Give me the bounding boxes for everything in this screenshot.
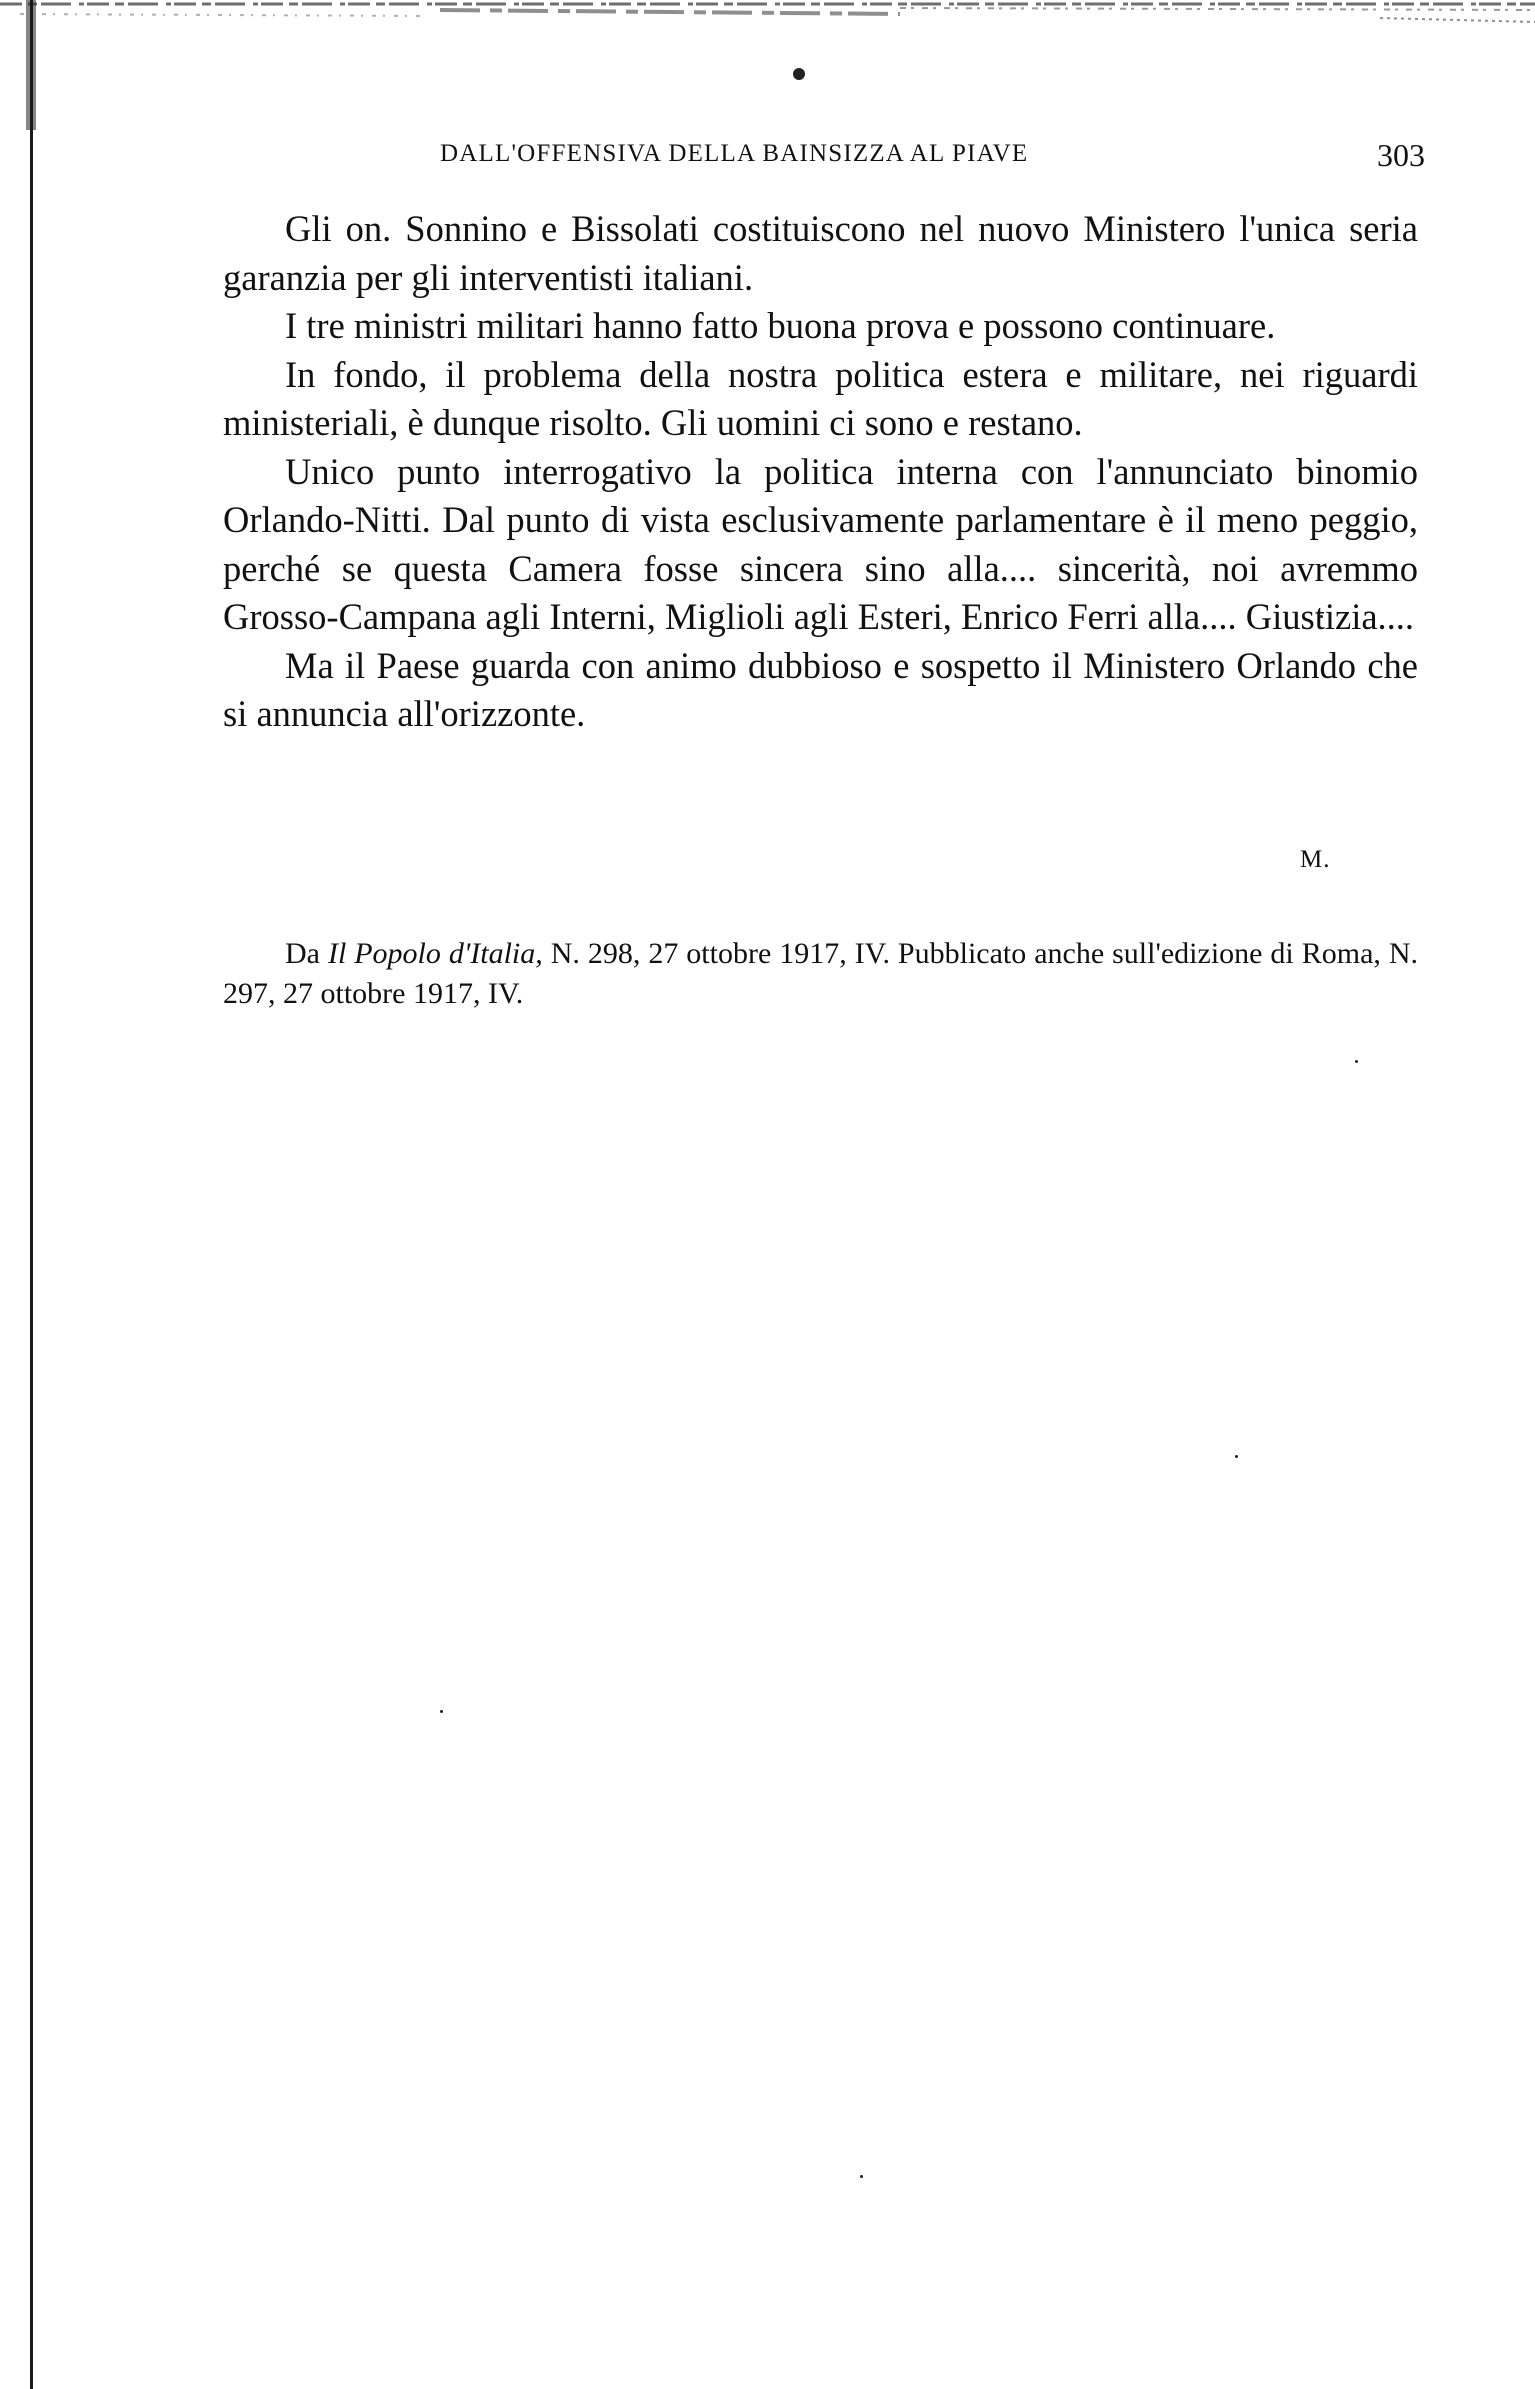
left-page-edge: [30, 0, 33, 2389]
scan-speck: [860, 2175, 863, 2178]
publication-title: Il Popolo d'Italia,: [327, 937, 543, 970]
source-note-text: [223, 934, 1418, 1014]
author-signature: M.: [1300, 846, 1331, 873]
scan-speck: [1235, 1455, 1238, 1458]
paragraph: Unico punto interrogativo la politica interna con l'annunciato binomio Orlando-Nitti. Dal punto di vista esclusivamente parlamentare è il meno peggio, perché se questa Camera fosse sincera sino alla.... sincerità, noi avremmo Grosso-Campana agli Interni, Miglioli agli Esteri, Enrico Ferri alla.... Giustizia....: [223, 450, 1418, 637]
scan-top-edge: [0, 0, 1535, 38]
article-body: [223, 205, 1418, 739]
scan-speck: [440, 1710, 443, 1713]
paragraph: Gli on. Sonnino e Bissolati costituiscono nel nuovo Ministero l'unica seria garanzia per gli interventisti italiani.: [223, 208, 1418, 298]
paragraph: In fondo, il problema della nostra politica estera e militare, nei riguardi ministeriali, è dunque risolto. Gli uomini ci sono e restano.: [223, 353, 1418, 443]
source-prefix: Da: [285, 937, 320, 970]
page-number: 303: [1377, 137, 1425, 173]
source-note: [223, 934, 1418, 1014]
source-details: N. 298, 27 ottobre 1917, IV. Pubblicato anche sull'edizione di Roma, N. 297, 27 ottobre 1917, IV.: [223, 937, 1419, 1010]
scan-noise-graphic: [0, 0, 1535, 38]
paragraph: I tre ministri militari hanno fatto buona prova e possono continuare.: [285, 305, 1276, 346]
running-title: DALL'OFFENSIVA DELLA BAINSIZZA AL PIAVE: [440, 140, 1029, 167]
scan-speck: [793, 68, 805, 80]
running-head: [440, 137, 1425, 180]
scan-speck: [1355, 1060, 1358, 1063]
paragraph: Ma il Paese guarda con animo dubbioso e sospetto il Ministero Orlando che si annuncia all'orizzonte.: [223, 644, 1418, 734]
